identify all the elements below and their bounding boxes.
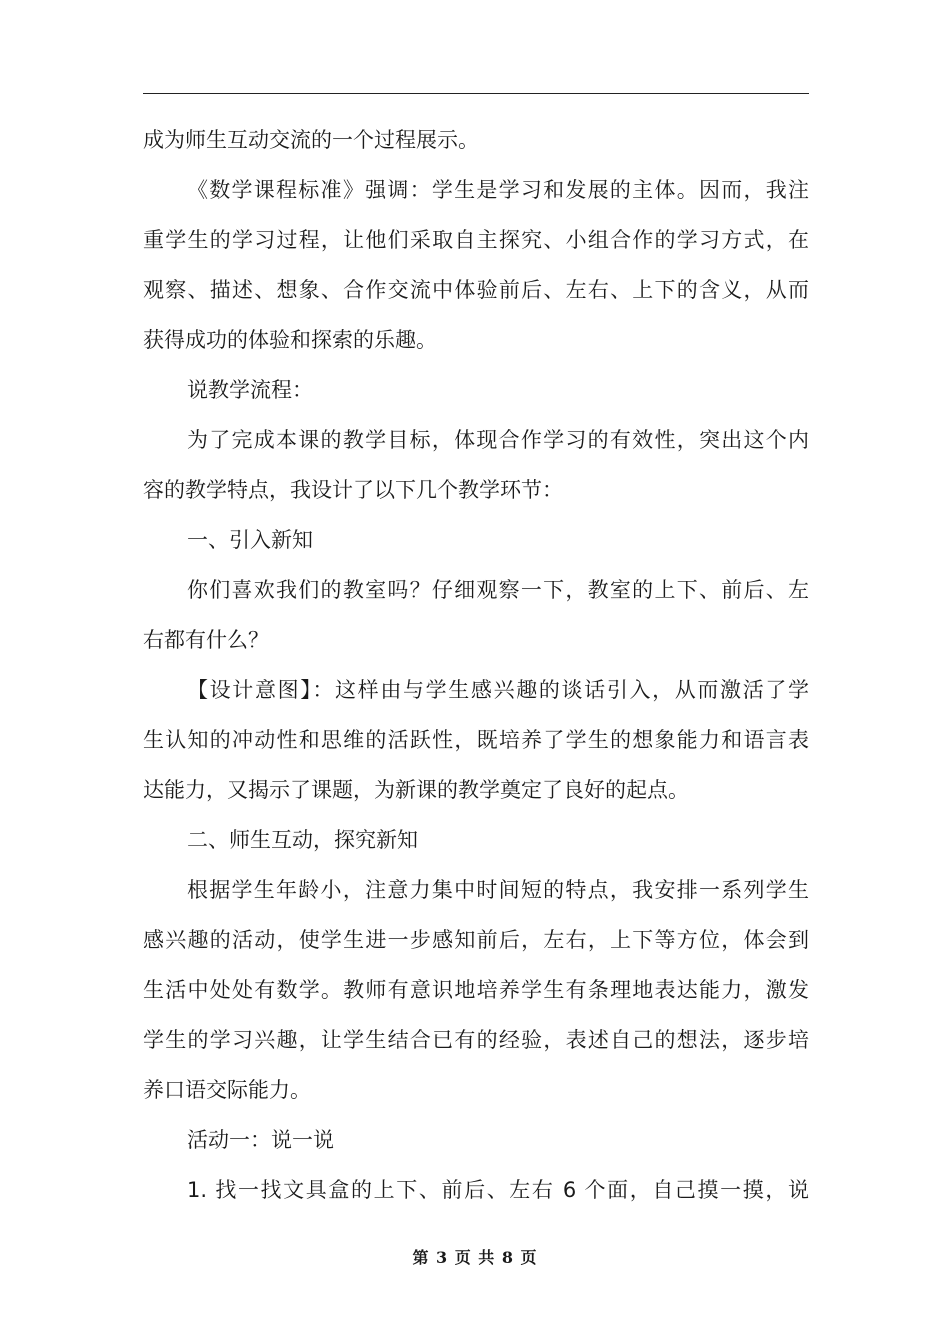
text-line-20: 养口语交际能力。	[143, 1078, 311, 1102]
text-line-17: 感兴趣的活动，使学生进一步感知前后，左右，上下等方位，体会到	[143, 928, 809, 952]
text-line-3: 重学生的学习过程，让他们采取自主探究、小组合作的学习方式，在	[143, 228, 809, 252]
text-line-4: 观察、描述、想象、合作交流中体验前后、左右、上下的含义，从而	[143, 278, 809, 302]
design-intent-line-3: 达能力，又揭示了课题，为新课的教学奠定了良好的起点。	[143, 778, 689, 802]
text-line-2: 《数学课程标准》强调：学生是学习和发展的主体。因而，我注	[187, 178, 809, 202]
text-line-11: 右都有什么？	[143, 628, 269, 652]
page-number: 第 3 页 共 8 页	[412, 1248, 538, 1267]
document-body	[143, 115, 809, 1215]
text-line-19: 学生的学习兴趣，让学生结合已有的经验，表述自己的想法，逐步培	[143, 1028, 809, 1052]
text-line-18: 生活中处处有数学。教师有意识地培养学生有条理地表达能力，激发	[143, 978, 809, 1002]
activity-heading-1: 活动一：说一说	[187, 1128, 334, 1152]
text-line-10: 你们喜欢我们的教室吗？仔细观察一下，教室的上下、前后、左	[187, 578, 809, 602]
text-line-8: 容的教学特点，我设计了以下几个教学环节：	[143, 478, 563, 502]
header-rule	[143, 93, 809, 94]
text-line-5: 获得成功的体验和探索的乐趣。	[143, 328, 437, 352]
design-intent-line-1: 【设计意图】：这样由与学生感兴趣的谈话引入，从而激活了学	[187, 678, 809, 702]
section-heading-1: 一、引入新知	[187, 528, 313, 552]
section-heading-flow: 说教学流程：	[187, 378, 313, 402]
section-heading-2: 二、师生互动，探究新知	[187, 828, 418, 852]
design-intent-line-2: 生认知的冲动性和思维的活跃性，既培养了学生的想象能力和语言表	[143, 728, 809, 752]
text-line-1: 成为师生互动交流的一个过程展示。	[143, 128, 479, 152]
text-line-22: 1. 找一找文具盒的上下、前后、左右 6 个面，自己摸一摸，说	[187, 1178, 809, 1202]
text-line-7: 为了完成本课的教学目标，体现合作学习的有效性，突出这个内	[187, 428, 809, 452]
text-line-16: 根据学生年龄小，注意力集中时间短的特点，我安排一系列学生	[187, 878, 809, 902]
